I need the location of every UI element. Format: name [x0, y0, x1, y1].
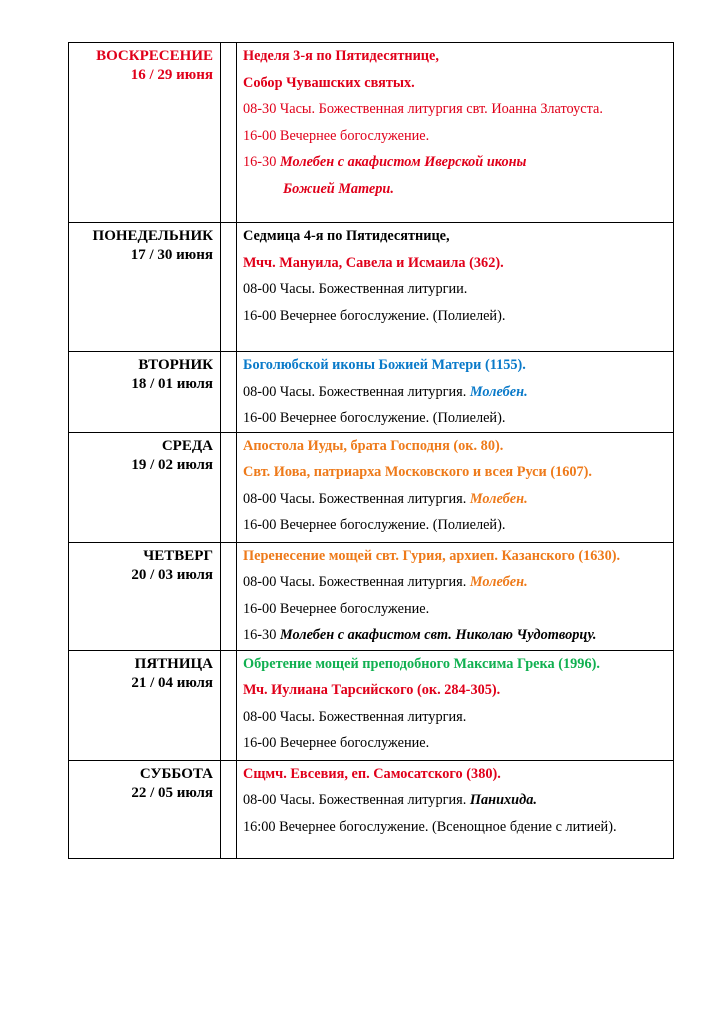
service-text: 08-00 Часы. Божественная литургия.: [243, 574, 470, 590]
service-line: [243, 651, 669, 678]
service-line: [243, 250, 669, 277]
weekday-label: ЧЕТВЕРГ: [143, 547, 213, 564]
service-line: [243, 704, 669, 731]
services-cell: [237, 223, 674, 352]
service-text: Молебен.: [469, 490, 528, 507]
service-text: Мчч. Мануила, Савела и Исмаила (362).: [243, 254, 504, 271]
service-text: 16:00 Вечернее богослужение. (Всенощное бдение с литией).: [243, 818, 617, 835]
service-text: 16-00 Вечернее богослужение.: [243, 600, 430, 617]
services-cell: [237, 760, 674, 858]
weekday-label: СРЕДА: [161, 437, 213, 454]
weekday-label: ПЯТНИЦА: [134, 655, 213, 672]
service-line: [243, 123, 669, 150]
spacer-cell: [221, 650, 237, 760]
service-line: [243, 70, 669, 97]
day-cell: [69, 650, 221, 760]
schedule-row: [69, 760, 674, 858]
weekday-label: ВТОРНИК: [138, 357, 213, 373]
spacer-cell: [221, 43, 237, 223]
day-cell: [69, 223, 221, 352]
date-label: 22 / 05 июля: [131, 784, 213, 801]
service-line: [243, 543, 669, 570]
day-cell: [69, 760, 221, 858]
service-text: Неделя 3-я по Пятидесятнице,: [243, 48, 439, 64]
service-text: Мч. Иулиана Тарсийского (ок. 284-305).: [243, 682, 501, 698]
service-text: 08-00 Часы. Божественная литургии.: [243, 281, 468, 297]
spacer-cell: [221, 352, 237, 433]
weekday-label: СУББОТА: [139, 765, 213, 782]
service-line: [243, 433, 669, 460]
day-cell: [69, 542, 221, 650]
service-text: 08-30 Часы. Божественная литургия свт. Иоанна Златоуста.: [243, 101, 603, 117]
service-text: Божией Матери.: [283, 180, 394, 197]
services-cell: [237, 352, 674, 433]
service-line: [243, 223, 669, 250]
schedule-row: [69, 542, 674, 650]
service-text: Перенесение мощей свт. Гурия, архиеп. Казанского (1630).: [243, 547, 621, 564]
service-text: 16-30: [243, 154, 280, 170]
service-line: [243, 730, 669, 757]
schedule-body: [69, 43, 674, 859]
service-text: 16-00 Вечернее богослужение. (Полиелей).: [243, 410, 506, 426]
service-line: [243, 176, 669, 203]
services-cell: [237, 43, 674, 223]
schedule-row: [69, 43, 674, 223]
date-label: 16 / 29 июня: [130, 67, 213, 83]
services-cell: [237, 542, 674, 650]
service-text: 08-00 Часы. Божественная литургия.: [243, 792, 470, 808]
service-text: Панихида.: [469, 792, 537, 808]
spacer-cell: [221, 223, 237, 352]
service-line: [243, 303, 669, 330]
service-text: 08-00 Часы. Божественная литургия.: [243, 383, 470, 400]
service-line: [243, 787, 669, 814]
service-text: Боголюбской иконы Божией Матери (1155).: [243, 357, 526, 373]
schedule-row: [69, 432, 674, 542]
service-line: [243, 512, 669, 539]
day-cell: [69, 43, 221, 223]
service-text: 16-00 Вечернее богослужение. (Полиелей).: [243, 307, 506, 324]
service-line: [243, 677, 669, 704]
service-line: [243, 379, 669, 406]
date-label: 20 / 03 июля: [131, 566, 213, 583]
service-text: Обретение мощей преподобного Максима Грека (1996).: [243, 655, 600, 672]
service-text: 16-00 Вечернее богослужение. (Полиелей).: [243, 517, 506, 533]
service-text: Собор Чувашских святых.: [243, 74, 415, 91]
service-text: Молебен с акафистом свт. Николаю Чудотворцу.: [279, 627, 597, 643]
service-text: Седмица 4-я по Пятидесятнице,: [243, 228, 450, 244]
spacer-cell: [221, 432, 237, 542]
date-label: 17 / 30 июня: [130, 247, 213, 263]
service-text: Молебен.: [469, 574, 528, 590]
service-line: [243, 569, 669, 596]
spacer-cell: [221, 760, 237, 858]
weekday-label: ПОНЕДЕЛЬНИК: [92, 228, 213, 244]
service-text: Апостола Иуды, брата Господня (ок. 80).: [243, 437, 504, 454]
service-line: [243, 149, 669, 176]
service-text: Молебен.: [469, 383, 528, 400]
weekday-label: ВОСКРЕСЕНИЕ: [96, 48, 213, 64]
service-line: [243, 459, 669, 486]
service-line: [243, 761, 669, 788]
service-line: [243, 405, 669, 432]
service-line: [243, 486, 669, 513]
service-text: Молебен с акафистом Иверской иконы: [279, 154, 527, 170]
service-text: 08-00 Часы. Божественная литургия.: [243, 490, 470, 507]
date-label: 18 / 01 июля: [131, 376, 213, 392]
date-label: 19 / 02 июля: [131, 456, 213, 473]
services-cell: [237, 650, 674, 760]
service-line: [243, 352, 669, 379]
service-text: Свт. Иова, патриарха Московского и всея Руси (1607).: [243, 464, 593, 480]
service-text: 08-00 Часы. Божественная литургия.: [243, 708, 467, 725]
schedule-row: [69, 650, 674, 760]
schedule-table: [68, 42, 674, 859]
service-text: 16-00 Вечернее богослужение.: [243, 127, 430, 144]
service-line: [243, 814, 669, 841]
service-text: 16-00 Вечернее богослужение.: [243, 735, 430, 751]
date-label: 21 / 04 июля: [131, 674, 213, 691]
schedule-row: [69, 223, 674, 352]
spacer-cell: [221, 542, 237, 650]
service-line: [243, 276, 669, 303]
service-text: Сщмч. Евсевия, еп. Самосатского (380).: [243, 765, 501, 782]
day-cell: [69, 432, 221, 542]
service-line: [243, 96, 669, 123]
services-cell: [237, 432, 674, 542]
schedule-row: [69, 352, 674, 433]
service-line: [243, 622, 669, 649]
day-cell: [69, 352, 221, 433]
service-line: [243, 596, 669, 623]
service-text: 16-30: [243, 627, 280, 643]
service-line: [243, 43, 669, 70]
